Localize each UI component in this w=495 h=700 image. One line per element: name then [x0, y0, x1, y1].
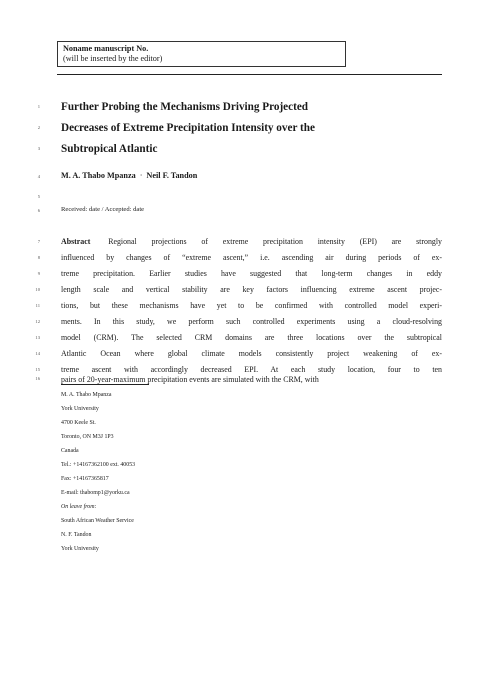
header-rule: [57, 74, 442, 75]
footnote-rule: [61, 384, 149, 385]
affiliation-line: E-mail: thabomp1@yorku.ca: [61, 490, 130, 496]
line-number: 8: [37, 255, 40, 260]
affiliation-line: N. F. Tandon: [61, 532, 92, 538]
abstract-text: Regional projections of extreme precipitation intensity (EPI) are strongly: [108, 237, 442, 246]
affiliation-line: South African Weather Service: [61, 518, 134, 524]
abstract-line: pairs of 20-year-maximum precipitation events are simulated with the CRM, with: [61, 375, 319, 384]
line-number: 11: [35, 303, 40, 308]
manuscript-number-label: Noname manuscript No.: [63, 44, 149, 53]
abstract-line: ments. In this study, we perform such controlled experiments using a cloud-resolving: [61, 317, 442, 326]
line-number: 12: [35, 319, 40, 324]
abstract-line: treme precipitation. Earlier studies have suggested that long-term changes in eddy: [61, 269, 442, 278]
affiliation-line: Tel.: +14167362100 ext. 40053: [61, 462, 136, 468]
affiliation-line: York University: [61, 546, 99, 552]
line-number: 9: [37, 271, 40, 276]
line-number: 10: [35, 287, 40, 292]
paper-title-line: Subtropical Atlantic: [61, 143, 158, 155]
manuscript-header-box: [57, 41, 346, 67]
line-number: 6: [37, 208, 40, 213]
line-number: 2: [37, 125, 40, 130]
received-date: Received: date / Accepted: date: [61, 206, 145, 213]
abstract-line: Atlantic Ocean where global climate models consistently project weakening of ex-: [61, 349, 442, 358]
line-number: 15: [35, 367, 40, 372]
author-separator: ·: [139, 171, 143, 180]
editor-note: (will be inserted by the editor): [63, 54, 163, 63]
abstract-line: [61, 237, 442, 247]
abstract-line: length scale and vertical stability are key factors influencing extreme ascent projec-: [61, 285, 442, 294]
affiliation-line: On leave from:: [61, 504, 97, 510]
affiliation-line: M. A. Thabo Mpanza: [61, 392, 112, 398]
line-number: 13: [35, 335, 40, 340]
affiliation-line: York University: [61, 406, 99, 412]
abstract-line: treme ascent with accordingly decreased EPI. At each study location, four to ten: [61, 365, 442, 374]
abstract-line: influenced by changes of “extreme ascent,” i.e. ascending air during periods of ex-: [61, 253, 442, 262]
author-list: [61, 171, 197, 181]
abstract-line: tions, but these mechanisms have yet to be confirmed with controlled model experi-: [61, 301, 442, 310]
line-number: 16: [35, 376, 40, 381]
line-number: 5: [37, 194, 40, 199]
line-number: 3: [37, 146, 40, 151]
paper-title-line: Further Probing the Mechanisms Driving Projected: [61, 101, 309, 113]
affiliation-line: Toronto, ON M3J 1P3: [61, 434, 114, 440]
affiliation-line: Fax: +14167365817: [61, 476, 109, 482]
line-number: 1: [37, 104, 40, 109]
abstract-line: model (CRM). The selected CRM domains are three locations over the subtropical: [61, 333, 442, 342]
author-name: M. A. Thabo Mpanza: [61, 171, 136, 180]
paper-title-line: Decreases of Extreme Precipitation Intensity over the: [61, 122, 315, 134]
line-number: 7: [37, 239, 40, 244]
affiliation-line: 4700 Keele St.: [61, 420, 96, 426]
author-name: Neil F. Tandon: [146, 171, 198, 180]
abstract-heading: Abstract: [61, 237, 91, 246]
line-number: 4: [37, 174, 40, 179]
line-number: 14: [35, 351, 40, 356]
affiliation-line: Canada: [61, 448, 79, 454]
